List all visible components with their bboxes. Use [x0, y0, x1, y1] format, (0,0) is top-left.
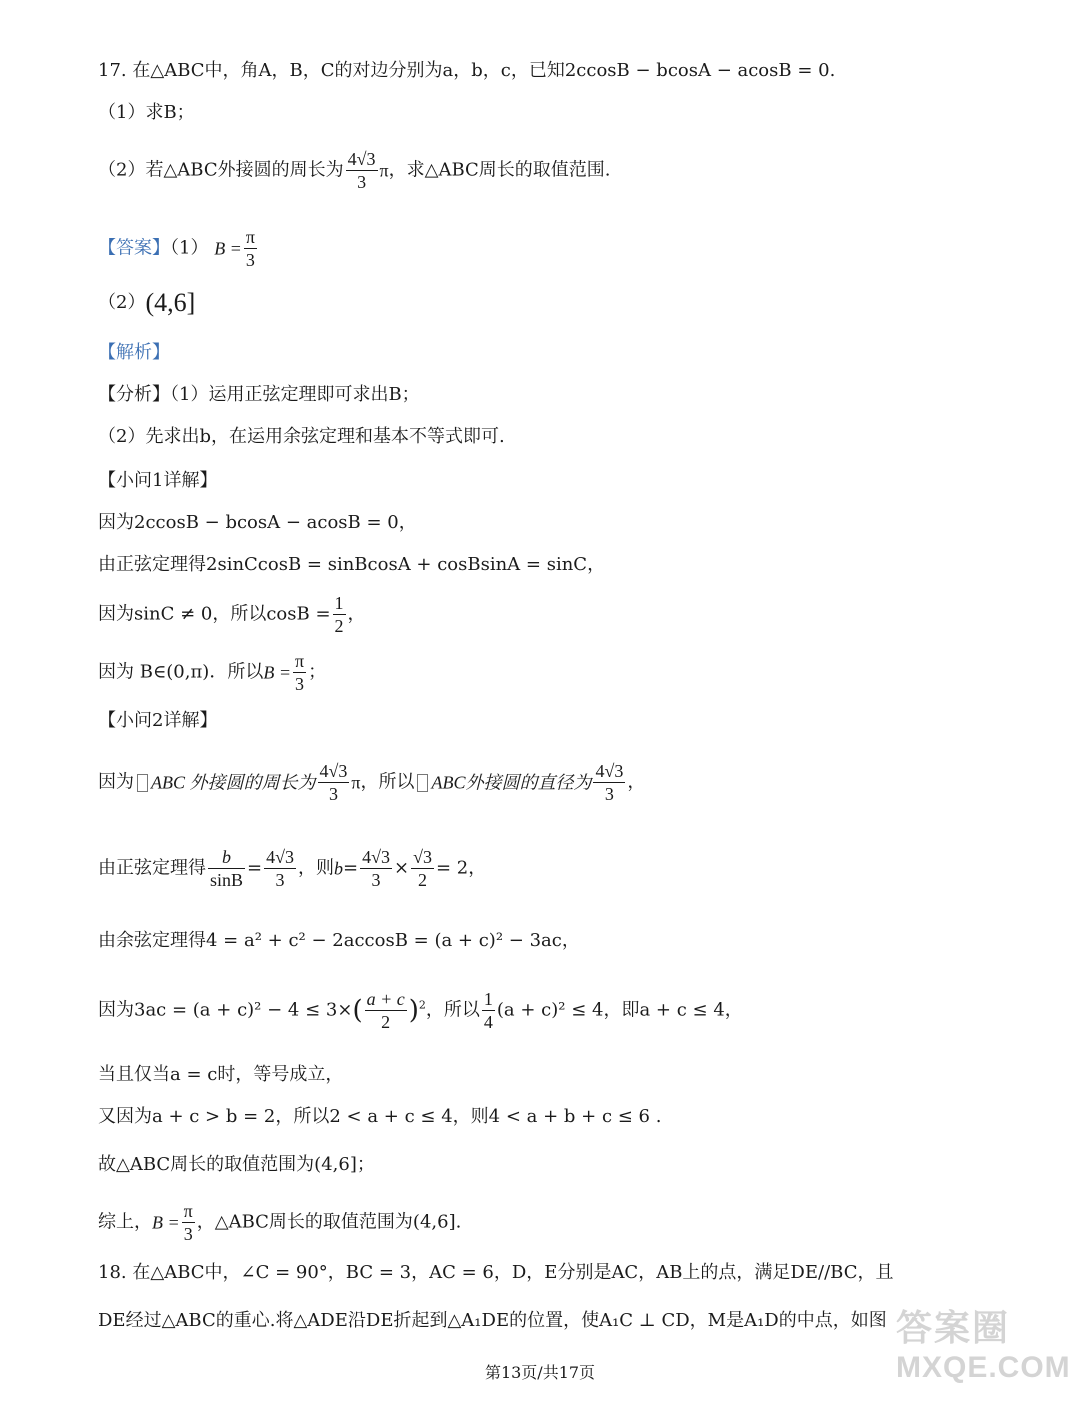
s2-line7: 故△ABC周长的取值范围为(4,6]；: [98, 1154, 375, 1175]
s2-line3: 由余弦定理得4 = a² + c² − 2accosB = (a + c)² − 3ac，: [98, 930, 580, 951]
fenxi-1: 【分析】（1）运用正弦定理即可求出B；: [98, 384, 420, 405]
s2-line2: 由正弦定理得 $\frac{b}{\sin B}$ = $\frac{4√3}{3}$ ，则b= $\frac{4√3}{3}$ × $\frac{√3}{2}$ = 2，: [98, 847, 487, 890]
q17-answer1: 【答案】（1） B = $\frac{\pi}{3}$: [98, 227, 255, 270]
s1-line3: 因为sinC ≠ 0，所以cosB = $\frac{1}{2}$ ，: [98, 593, 366, 636]
s1-line2: 由正弦定理得2sinCcosB = sinBcosA + cosBsinA = sinC，: [98, 554, 606, 575]
sub1-tag: 【小问1详解】: [98, 470, 218, 491]
fraction: $\frac{4√3}{3}$: [266, 847, 294, 890]
q17-stem: 17. 在△ABC中，角A，B，C的对边分别为a，b，c，已知2ccosB − bcosA − acosB = 0.: [98, 60, 836, 81]
s2-line6: 又因为a + c > b = 2，所以2 < a + c ≤ 4，则4 < a + b + c ≤ 6 .: [98, 1106, 662, 1127]
fraction: $\frac{1}{4}$: [483, 989, 493, 1032]
q17-part1: （1）求B；: [98, 102, 195, 123]
fraction: $\frac{\pi}{3}$: [183, 1201, 193, 1244]
q18-line1: 18. 在△ABC中，∠C = 90°，BC = 3，AC = 6，D，E分别是AC，AB上的点，满足DE//BC，且: [98, 1262, 894, 1283]
fraction: $\frac{4√3}{3}$: [319, 761, 348, 804]
sub2-tag: 【小问2详解】: [98, 710, 218, 731]
fraction: $\frac{4√3}{3}$: [595, 761, 624, 804]
fraction: $\frac{1}{2}$: [334, 593, 344, 636]
fraction: $\frac{b}{\sin B}$: [210, 847, 244, 890]
analysis-tag: 【解析】: [98, 342, 170, 363]
s1-line4: 因为 B∈(0,π)．所以B = $\frac{\pi}{3}$ ；: [98, 651, 327, 694]
answer-tag: 【答案】: [98, 237, 170, 259]
s1-line1: 因为2ccosB − bcosA − acosB = 0，: [98, 512, 417, 533]
fraction: $\frac{√3}{2}$: [413, 847, 432, 890]
fraction: $\frac{4√3}{3}$: [347, 149, 376, 192]
s2-line1: 因为 ABC 外接圆的周长为 $\frac{4√3}{3}$ π，所以 ABC外接圆的直径为 $\frac{4√3}{3}$ ，: [98, 761, 646, 804]
fraction: $\frac{a + c}{2}$: [366, 989, 405, 1032]
q17-answer2: （2）(4,6]: [98, 288, 196, 317]
watermark: 答案圈 MXQE.COM: [896, 1307, 1071, 1384]
page-footer: 第13页/共17页: [484, 1363, 596, 1382]
s2-line4: 因为3ac = (a + c)² − 4 ≤ 3×( $\frac{a + c}{2}$ )$^2$，所以 $\frac{1}{4}$ (a + c)² ≤ 4，即a + c ≤ 4，: [98, 989, 743, 1032]
missing-glyph-icon: [417, 774, 428, 792]
fenxi-2: （2）先求出b，在运用余弦定理和基本不等式即可.: [98, 426, 505, 447]
fraction: $\frac{\pi}{3}$: [245, 227, 255, 270]
fraction: $\frac{\pi}{3}$: [294, 651, 305, 694]
s2-line5: 当且仅当a = c时，等号成立，: [98, 1064, 344, 1085]
s2-line8: 综上，B = $\frac{\pi}{3}$ ，△ABC周长的取值范围为(4,6].: [98, 1201, 462, 1244]
fraction: $\frac{4√3}{3}$: [362, 847, 390, 890]
q17-part2: （2）若△ABC外接圆的周长为 $\frac{4√3}{3}$ π，求△ABC周长的取值范围.: [98, 149, 611, 192]
q18-line2: DE经过△ABC的重心.将△ADE沿DE折起到△A₁DE的位置，使A₁C ⊥ CD，M是A₁D的中点，如图: [98, 1310, 887, 1331]
missing-glyph-icon: [137, 774, 148, 792]
